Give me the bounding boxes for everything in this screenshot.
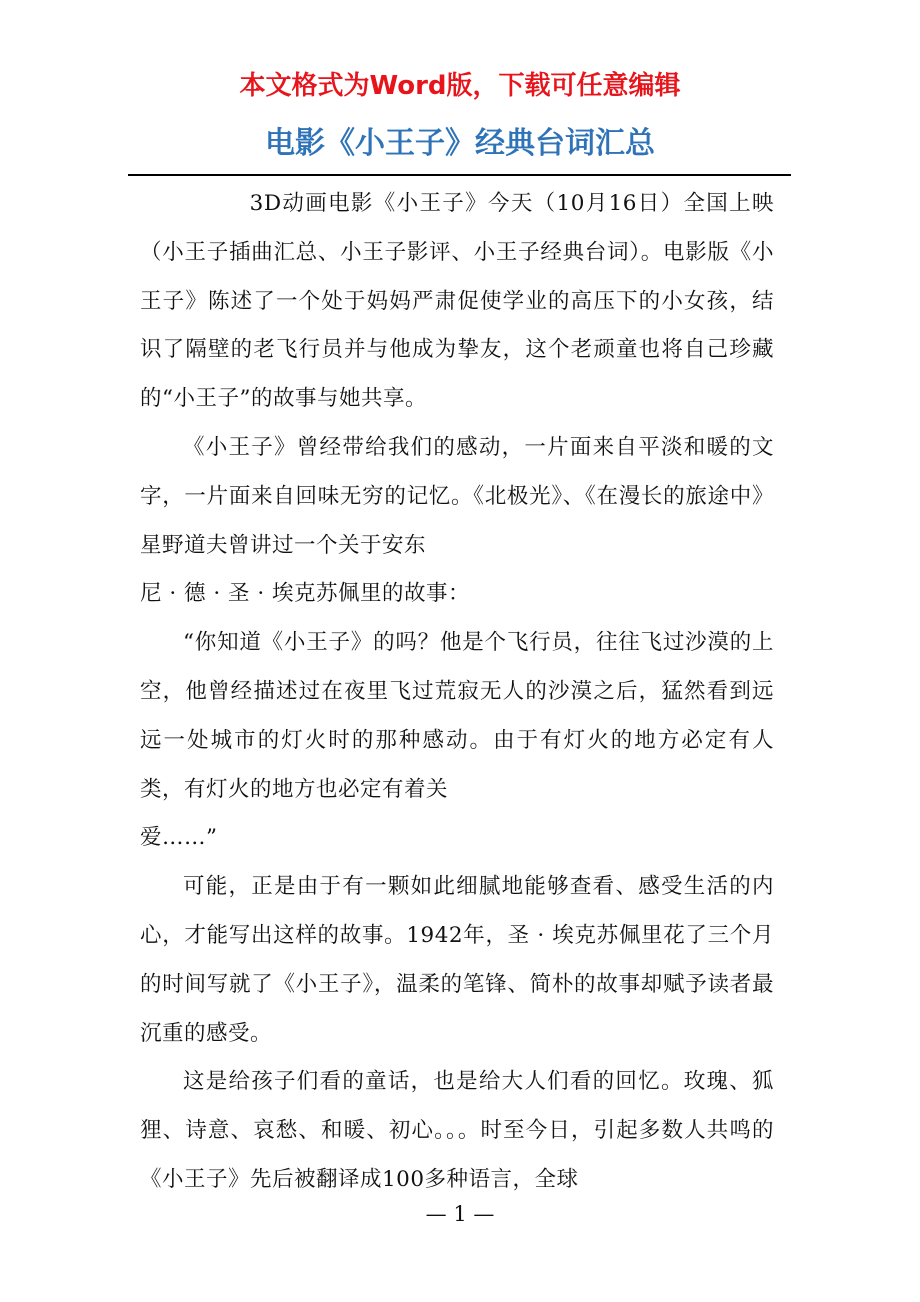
document-title: 电影《小王子》经典台词汇总 [265,126,655,161]
paragraph-quote-line-2: 爱……” [140,825,218,851]
page-number: — 1 — [425,1202,495,1226]
format-notice-banner: 本文格式为Word版，下载可任意编辑 [239,71,681,101]
paragraph-quote-line-1: “你知道《小王子》的吗？他是个飞行员，往往飞过沙漠的上空，他曾经描述过在夜里飞过荒寂无人的沙漠之后，猛然看到远远一处城市的灯火时的那种感动。由于有灯火的地方必定有人类，有灯火的地方也必定有着关 [140,630,774,802]
paragraph-memory-line-1: 《小王子》曾经带给我们的感动，一片面来自平淡和暖的文字，一片面来自回味无穷的记忆。《北极光》、《在漫长的旅途中》星野道夫曾讲过一个关于安东 [140,434,774,558]
paragraph-author: 可能，正是由于有一颗如此细腻地能够查看、感受生活的内心，才能写出这样的故事。1942年，圣 · 埃克苏佩里花了三个月的时间写就了《小王子》，温柔的笔锋、简朴的故事却赋予读者最沉重的感受。 [140,874,774,1046]
paragraph-quote [140,619,774,863]
title-divider [128,174,791,176]
paragraph-memory [140,424,774,619]
paragraph-memory-line-2: 尼 · 德 · 圣 · 埃克苏佩里的故事： [140,581,471,607]
paragraph-intro: 3D动画电影《小王子》今天（10月16日）全国上映（小王子插曲汇总、小王子影评、小王子经典台词）。电影版《小王子》陈述了一个处于妈妈严肃促使学业的高压下的小女孩，结识了隔壁的老飞行员并与他成为挚友，这个老顽童也将自己珍藏的“小王子”的故事与她共享。 [140,191,774,412]
article-body [140,180,774,1205]
paragraph-fairy-tale: 这是给孩子们看的童话，也是给大人们看的回忆。玫瑰、狐狸、诗意、哀愁、和暖、初心。。。时至今日，引起多数人共鸣的《小王子》先后被翻译成100多种语言，全球 [140,1069,774,1192]
